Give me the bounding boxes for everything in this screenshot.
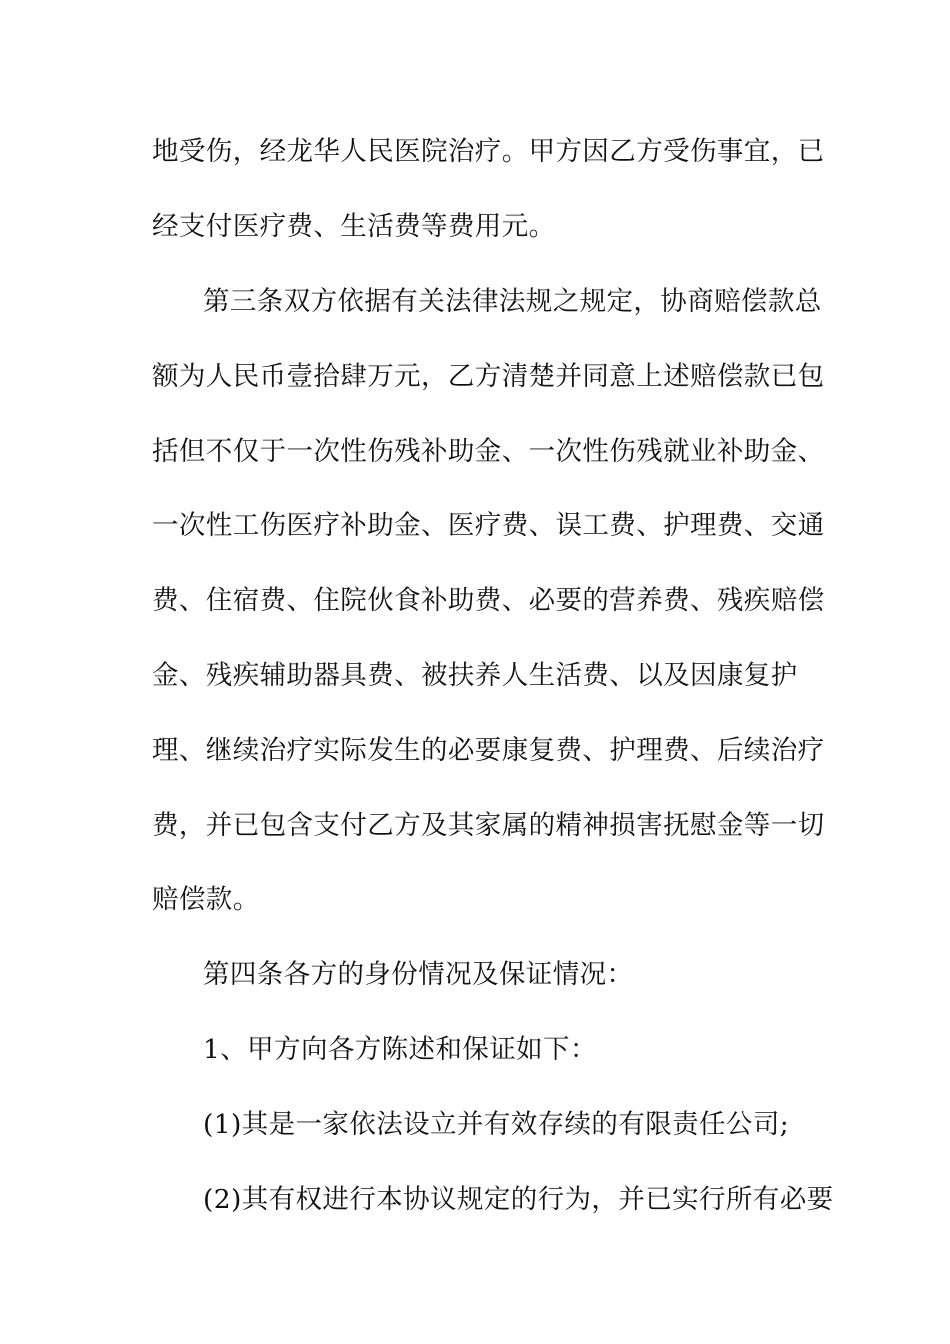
text-line: 赔偿款。	[152, 884, 260, 915]
text-line: 地受伤，经龙华人民医院治疗。甲方因乙方受伤事宜，已	[152, 136, 825, 167]
list-item-line: (1)其是一家依法设立并有效存续的有限责任公司;	[203, 1109, 790, 1140]
text-line: 括但不仅于一次性伤残补助金、一次性伤残就业补助金、	[152, 436, 825, 467]
text-line: 费，并已包含支付乙方及其家属的精神损害抚慰金等一切	[152, 810, 825, 841]
text-line: 费、住宿费、住院伙食补助费、必要的营养费、残疾赔偿	[152, 585, 825, 616]
text-line: 一次性工伤医疗补助金、医疗费、误工费、护理费、交通	[152, 510, 825, 541]
list-item-line: 1、甲方向各方陈述和保证如下：	[203, 1034, 597, 1065]
article-3-heading-line: 第三条双方依据有关法律法规之规定，协商赔偿款总	[203, 286, 822, 317]
article-4-heading-line: 第四条各方的身份情况及保证情况：	[203, 959, 634, 990]
text-line: 经支付医疗费、生活费等费用元。	[152, 211, 556, 242]
text-line: 金、残疾辅助器具费、被扶养人生活费、以及因康复护	[152, 660, 798, 691]
text-line: 额为人民币壹拾肆万元，乙方清楚并同意上述赔偿款已包	[152, 361, 825, 392]
list-item-line: (2)其有权进行本协议规定的行为，并已实行所有必要	[203, 1184, 834, 1215]
text-line: 理、继续治疗实际发生的必要康复费、护理费、后续治疗	[152, 735, 825, 766]
